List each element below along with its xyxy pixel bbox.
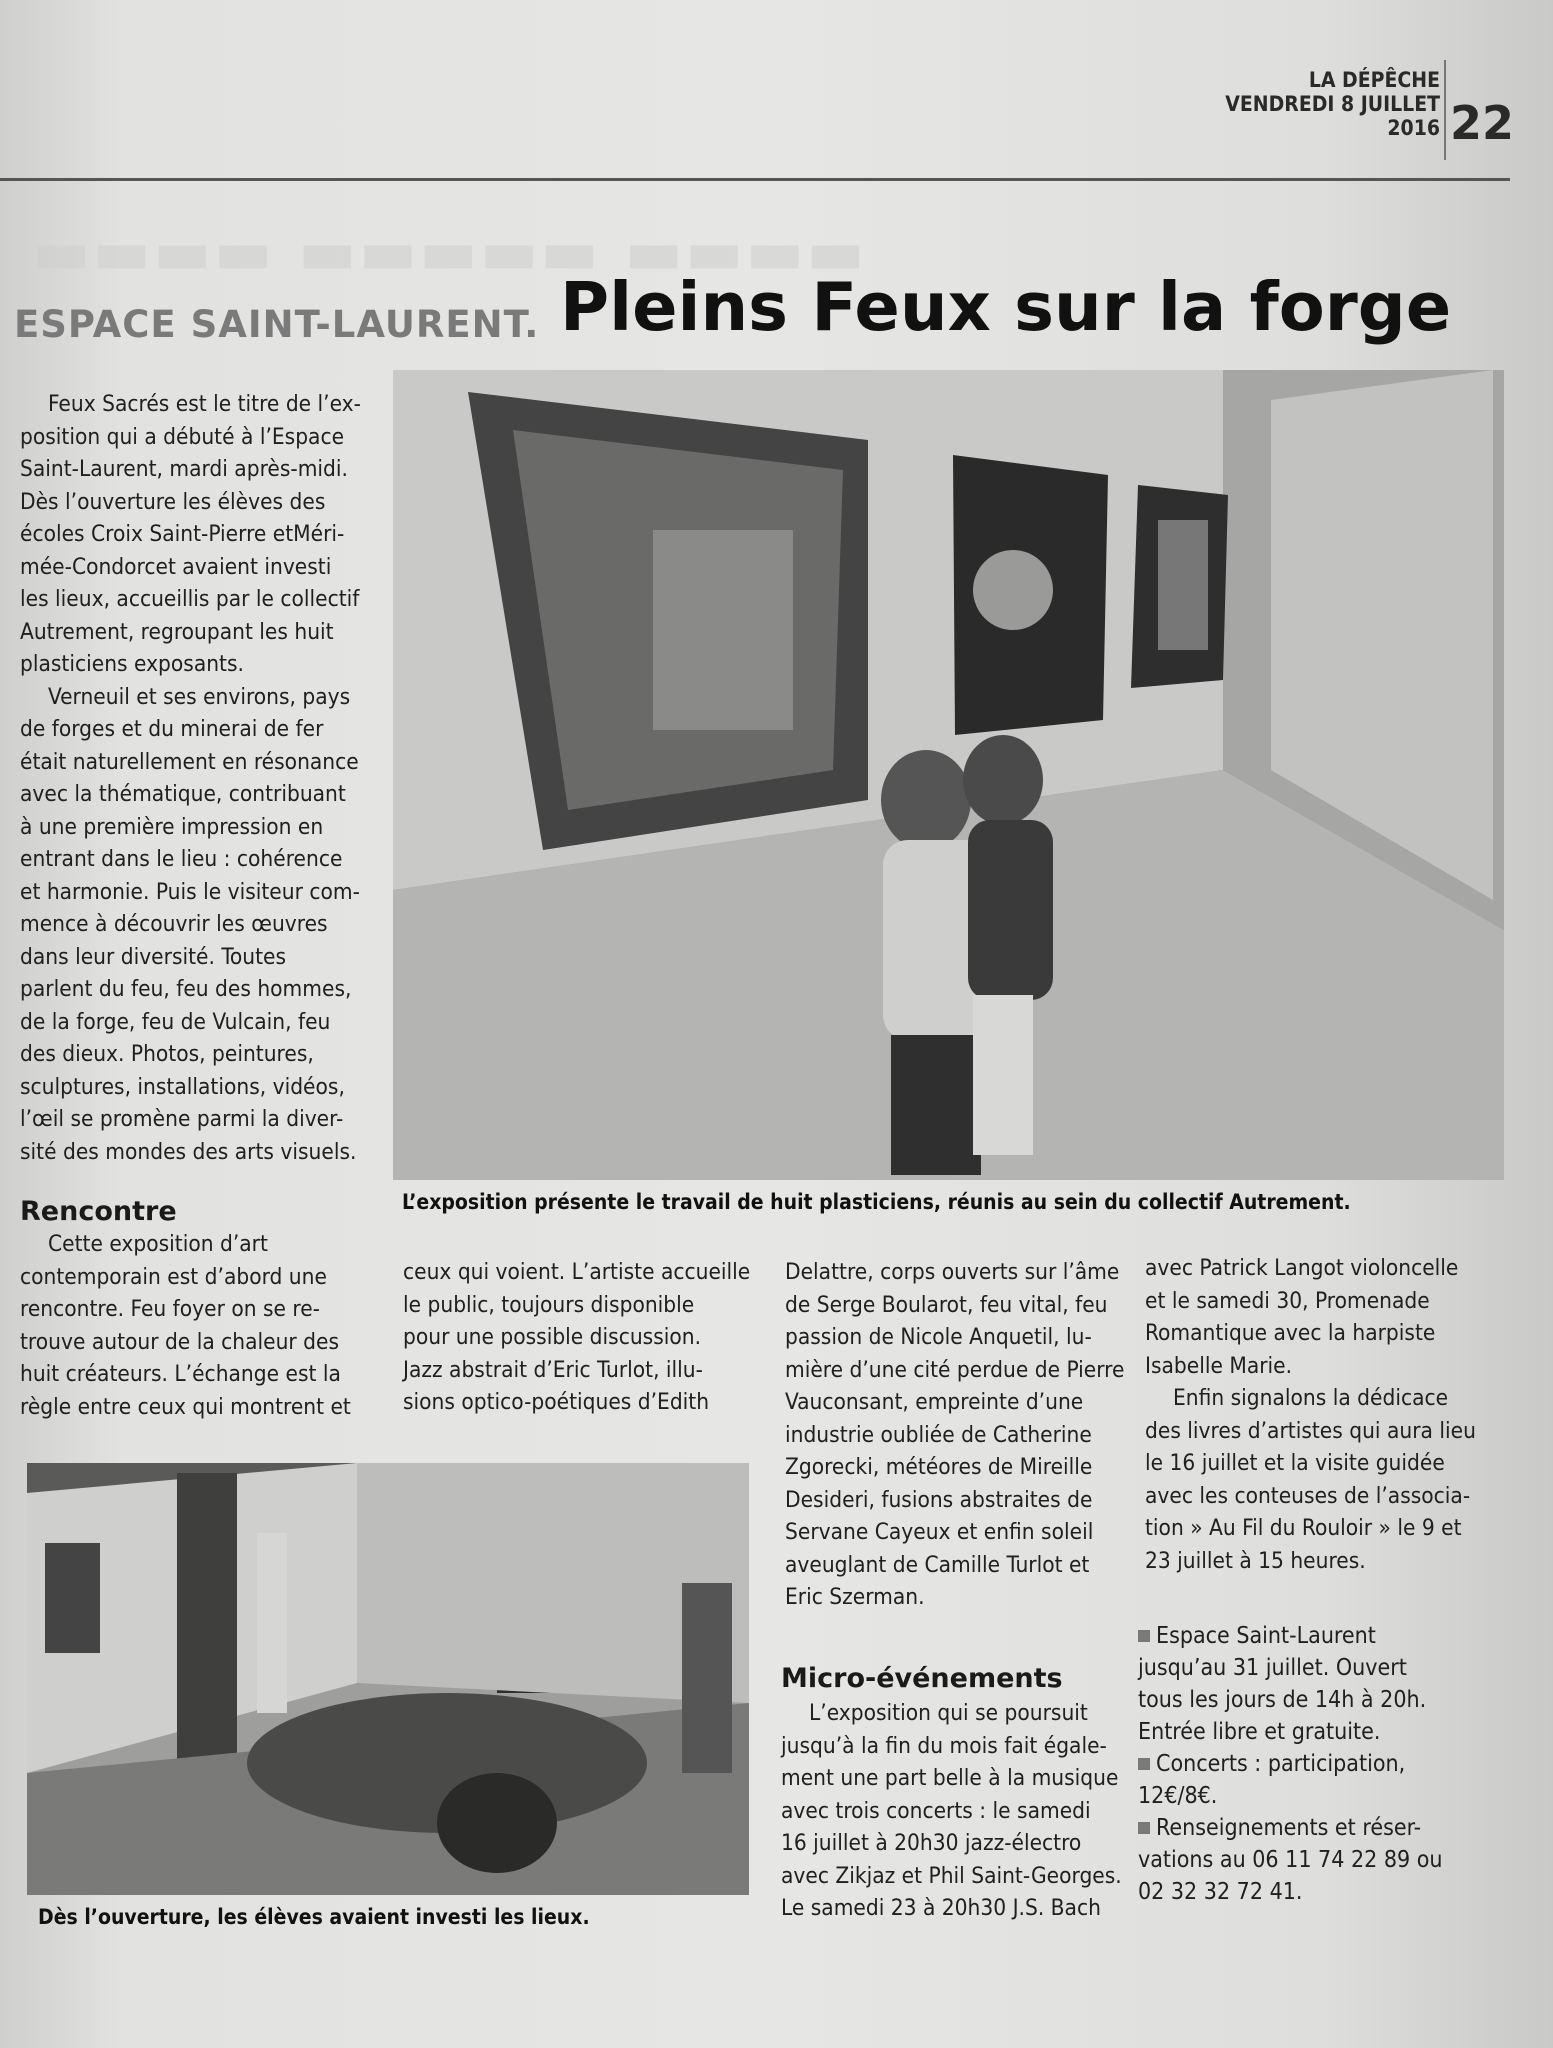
article-headline: Pleins Feux sur la forge [560,268,1452,346]
concert-info [1138,1748,1478,1812]
info-line [1138,1716,1478,1748]
article-kicker: ESPACE SAINT-LAURENT. [14,303,540,346]
text-line: et le samedi 30, Promenade [1145,1287,1430,1314]
text-line: avec trois concerts : le samedi [781,1797,1091,1824]
info-line [1138,1748,1478,1780]
text-line: de forges et du minerai de fer [20,716,324,742]
text-line: de Serge Boularot, feu vital, feu [785,1291,1108,1318]
info-text: 12€/8€. [1138,1783,1218,1809]
text-line: ment une part belle à la musique [781,1765,1119,1791]
text-line: Desideri, fusions abstraites de [785,1486,1093,1513]
text-line: trouve autour de la chaleur des [20,1328,340,1355]
article-column-2 [403,1256,751,1419]
text-line: 16 juillet à 20h30 jazz-électro [781,1830,1082,1856]
text-line: entrant dans le lieu : cohérence [20,846,343,872]
info-text: vations au 06 11 74 22 89 ou [1138,1847,1443,1873]
text-line: Le samedi 23 à 20h30 J.S. Bach [781,1895,1101,1921]
rencontre-paragraph [20,1228,365,1423]
secondary-photo-caption: Dès l’ouverture, les élèves avaient investi les lieux. [38,1905,590,1929]
text-line: Jazz abstrait d’Eric Turlot, illu- [403,1356,703,1383]
info-line [1138,1780,1478,1812]
page-number: 22 [1450,96,1515,150]
text-line: sions optico-poétiques d’Edith [403,1389,710,1415]
show-through-text: ▬▬▬▬ ▬▬▬▬▬ ▬▬▬▬ [30,215,865,288]
text-line: mence à découvrir les œuvres [20,911,328,937]
text-line: était naturellement en résonance [20,748,359,775]
text-line: pour une possible discussion. [403,1324,702,1350]
text-line: dans leur diversité. Toutes [20,943,287,970]
text-line: Enfin signalons la dédicace [1173,1385,1449,1411]
text-line: Cette exposition d’art [48,1231,268,1257]
main-photo-caption: L’exposition présente le travail de huit plasticiens, réunis au sein du collectif Autrement. [402,1190,1351,1214]
secondary-photo [27,1463,749,1895]
text-line: 23 juillet à 15 heures. [1145,1547,1366,1574]
text-line: Delattre, corps ouverts sur l’âme [785,1259,1120,1285]
info-line [1138,1844,1478,1876]
text-line: tion » Au Fil du Rouloir » le 9 et [1145,1515,1462,1541]
issue-date: VENDREDI 8 JUILLET 2016 [1225,92,1440,140]
info-text: 02 32 32 72 41. [1138,1879,1303,1905]
text-line: Autrement, regroupant les huit [20,618,334,645]
text-line: de la forge, feu de Vulcain, feu [20,1008,331,1035]
text-line: et harmonie. Puis le visiteur com- [20,878,360,905]
secondary-photo-illustration [27,1463,749,1895]
info-line [1138,1876,1478,1908]
masthead-divider [1444,60,1446,160]
article-column-4 [1145,1252,1495,1577]
text-line: Feux Sacrés est le titre de l’ex- [48,391,361,417]
text-line: position qui a débuté à l’Espace [20,423,345,450]
info-line [1138,1812,1478,1844]
main-photo-illustration [393,370,1504,1180]
publication-name: LA DÉPÊCHE [1308,68,1440,92]
text-line: Isabelle Marie. [1145,1352,1293,1379]
text-line: à une première impression en [20,813,324,840]
text-line: avec Patrick Langot violoncelle [1145,1255,1459,1281]
text-line: Saint-Laurent, mardi après-midi. [20,456,348,482]
info-text: jusqu’au 31 juillet. Ouvert [1138,1655,1407,1681]
info-text: Espace Saint-Laurent [1156,1623,1376,1649]
text-line: industrie oubliée de Catherine [785,1421,1092,1448]
practical-info-box [1138,1620,1478,1908]
text-line: règle entre ceux qui montrent et [20,1393,351,1420]
venue-info [1138,1620,1478,1748]
text-line: aveuglant de Camille Turlot et [785,1551,1090,1578]
text-line: mière d’une cité perdue de Pierre [785,1356,1125,1383]
info-line [1138,1652,1478,1684]
info-text: Concerts : participation, [1156,1751,1406,1777]
bullet-icon [1138,1758,1150,1770]
info-text: Entrée libre et gratuite. [1138,1719,1381,1745]
article-column-1 [20,388,365,1168]
text-line: Vauconsant, empreinte d’une [785,1389,1084,1415]
text-line: plasticiens exposants. [20,651,244,677]
text-line: sculptures, installations, vidéos, [20,1073,345,1100]
text-line: le public, toujours disponible [403,1291,695,1318]
text-line: avec les conteuses de l’associa- [1145,1482,1471,1509]
contact-info [1138,1812,1478,1908]
info-line [1138,1620,1478,1652]
text-line: passion de Nicole Anquetil, lu- [785,1324,1092,1350]
text-line: écoles Croix Saint-Pierre etMéri- [20,521,345,547]
text-line: les lieux, accueillis par le collectif [20,586,360,612]
text-line: avec Zikjaz et Phil Saint-Georges. [781,1862,1122,1889]
text-line: sité des mondes des arts visuels. [20,1138,357,1165]
text-line: des livres d’artistes qui aura lieu [1145,1417,1476,1444]
info-line [1138,1684,1478,1716]
article-column-3 [785,1256,1125,1614]
text-line: jusqu’à la fin du mois fait égale- [781,1732,1107,1759]
subhead-rencontre: Rencontre [20,1196,177,1227]
text-line: Zgorecki, météores de Mireille [785,1454,1093,1480]
text-line: rencontre. Feu foyer on se re- [20,1296,320,1322]
text-line: le 16 juillet et la visite guidée [1145,1450,1445,1476]
text-line: des dieux. Photos, peintures, [20,1041,314,1067]
bullet-icon [1138,1630,1150,1642]
micro-evenements-paragraph [781,1697,1122,1925]
text-line: Eric Szerman. [785,1584,925,1610]
text-line: mée-Condorcet avaient investi [20,553,332,580]
text-line: Dès l’ouverture les élèves des [20,488,326,515]
text-line: Servane Cayeux et enfin soleil [785,1519,1094,1545]
text-line: avec la thématique, contribuant [20,781,346,807]
main-photo [393,370,1504,1180]
header-rule [0,178,1510,181]
text-line: contemporain est d’abord une [20,1263,327,1290]
text-line: ceux qui voient. L’artiste accueille [403,1259,751,1285]
masthead [1180,68,1440,140]
bullet-icon [1138,1822,1150,1834]
info-text: Renseignements et réser- [1156,1815,1422,1841]
text-line: Verneuil et ses environs, pays [48,683,351,710]
text-line: L’exposition qui se poursuit [809,1700,1088,1726]
text-line: l’œil se promène parmi la diver- [20,1106,344,1132]
subhead-micro-evenements: Micro-événements [781,1663,1063,1694]
text-line: huit créateurs. L’échange est la [20,1361,341,1387]
info-text: tous les jours de 14h à 20h. [1138,1687,1427,1713]
text-line: parlent du feu, feu des hommes, [20,976,352,1002]
text-line: Romantique avec la harpiste [1145,1320,1436,1346]
